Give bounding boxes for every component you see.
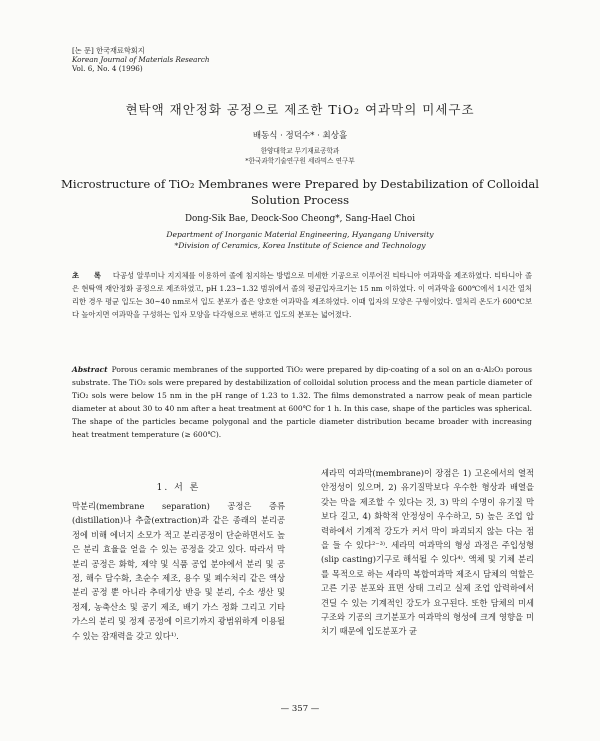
abstract-ko-label: 초 록: [72, 271, 107, 280]
authors-korean: 배동식 · 정덕수* · 최상흘: [252, 131, 348, 141]
authors-english: Dong-Sik Bae, Deock-Soo Cheong*, Sang-Hael Choi: [184, 214, 416, 224]
journal-volume: Vol. 6, No. 4 (1996): [72, 64, 143, 73]
journal-name-ko: [논 문] 한국재료학회지: [72, 46, 145, 55]
title-english: Microstructure of TiO₂ Membranes were Prepared by Destabilization of Colloidal Solution Process: [61, 177, 539, 207]
abstract-english: [72, 363, 532, 441]
affiliations-korean: [0, 146, 600, 166]
body-left-column: 막분리(membrane separation) 공정은 증류(distillation)나 추출(extraction)과 같은 종래의 분리공정에 비해 에너지 소모가 적고 분리공정이 단순하면서도 높은 분리 효율을 얻을 수 있는 공정을 갖고 있다. 따라서 막분리 공정은 화학, 제약 및 식품 공업 분야에서 분리 및 공정, 해수 담수화, 초순수 제조, 용수 및 폐수처리 같은 액상분리 공정 뿐 아니라 추데기상 반응 및 분리, 수소 생산 및 정제, 농축산소 및 공기 제조, 배기 가스 정화 그리고 기타 가스의 분리 및 정제 공정에 이르기까지 광범위하게 이용될 수 있는 잠재력을 갖고 있다¹⁾.: [72, 501, 285, 641]
journal-header: [72, 46, 312, 73]
section-heading: 1. 서 론: [156, 483, 201, 493]
affiliation-ko-2: *한국과학기술연구원 세라믹스 연구부: [245, 157, 355, 165]
abstract-en-text: Porous ceramic membranes of the supported TiO₂ were prepared by dip-coating of a sol on an α-Al₂O₃ porous substrate. The TiO₂ sols were prepared by destabilization of colloidal solution process and the mean particle diameter of TiO₂ sols were below 15 nm in the pH range of 1.23 to 1.32. The films demonstrated a narrow peak of mean particle diameter at about 30 to 40 nm after a heat treatment at 600℃ for 1 h. In this case, shape of the particles was spherical. The shape of the particles became polygonal and the particle diameter distribution became broader with increasing heat treatment temperature (≥ 600℃).: [72, 365, 532, 439]
journal-name-en: Korean Journal of Materials Research: [72, 55, 210, 64]
page-number: — 357 —: [280, 704, 320, 714]
affiliation-en-1: Department of Inorganic Material Engineering, Hyangang University: [166, 230, 434, 239]
title-korean: 현탁액 재안정화 공정으로 제조한 TiO₂ 여과막의 미세구조: [125, 102, 475, 117]
affiliation-ko-1: 한양대학교 무기재료공학과: [260, 147, 340, 155]
affiliations-english: [0, 229, 600, 251]
affiliation-en-2: *Division of Ceramics, Korea Institute of Science and Technology: [174, 241, 426, 250]
abstract-ko-text: 다공성 알루미나 지지체를 이용하여 졸에 침지하는 방법으로 미세한 기공으로 이루어진 티타니아 여과막을 제조하였다. 티타니아 졸은 현탁액 재안정화 공정으로 제조하였고, pH 1.23~1.32 범위에서 졸의 평균입자크기는 15 nm 이하였다. 이 여과막을 600℃에서 1시간 열처리한 경우 평균 입도는 30~40 nm로서 입도 분포가 좁은 양호한 여과막을 제조하였다. 이때 입자의 모양은 구형이었다. 열처리 온도가 600℃보다 높아지면 여과막을 구성하는 입자 모양을 다각형으로 변하고 입도의 분포는 넓어졌다.: [72, 271, 532, 319]
abstract-korean: [72, 269, 532, 321]
body-right-column: 세라믹 여과막(membrane)이 장점은 1) 고온에서의 열적 안정성이 있으며, 2) 유기질막보다 우수한 형상과 배열을 갖는 막을 제조할 수 있다는 것, 3) 막의 수명이 유기질 막보다 길고, 4) 화학적 안정성이 우수하고, 5) 높은 조업 압력하에서 기계적 강도가 커서 막이 파괴되지 않는 다는 점을 들 수 있다²⁻³⁾. 세라믹 여과막의 형성 과정은 주입성형(slip casting)기구로 해석될 수 있다⁴⁾. 액체 및 기체 분리를 목적으로 하는 세라믹 복합여과막 제조시 담체의 역할은 고른 기공 분포와 표면 상태 그리고 실제 조업 압력하에서 견딜 수 있는 기계적인 강도가 요구된다. 또한 담체의 미세구조와 기공의 크기분포가 여과막의 형성에 크게 영향을 미치기 때문에 입도분포가 균: [321, 468, 534, 637]
abstract-en-label: Abstract: [72, 365, 108, 374]
